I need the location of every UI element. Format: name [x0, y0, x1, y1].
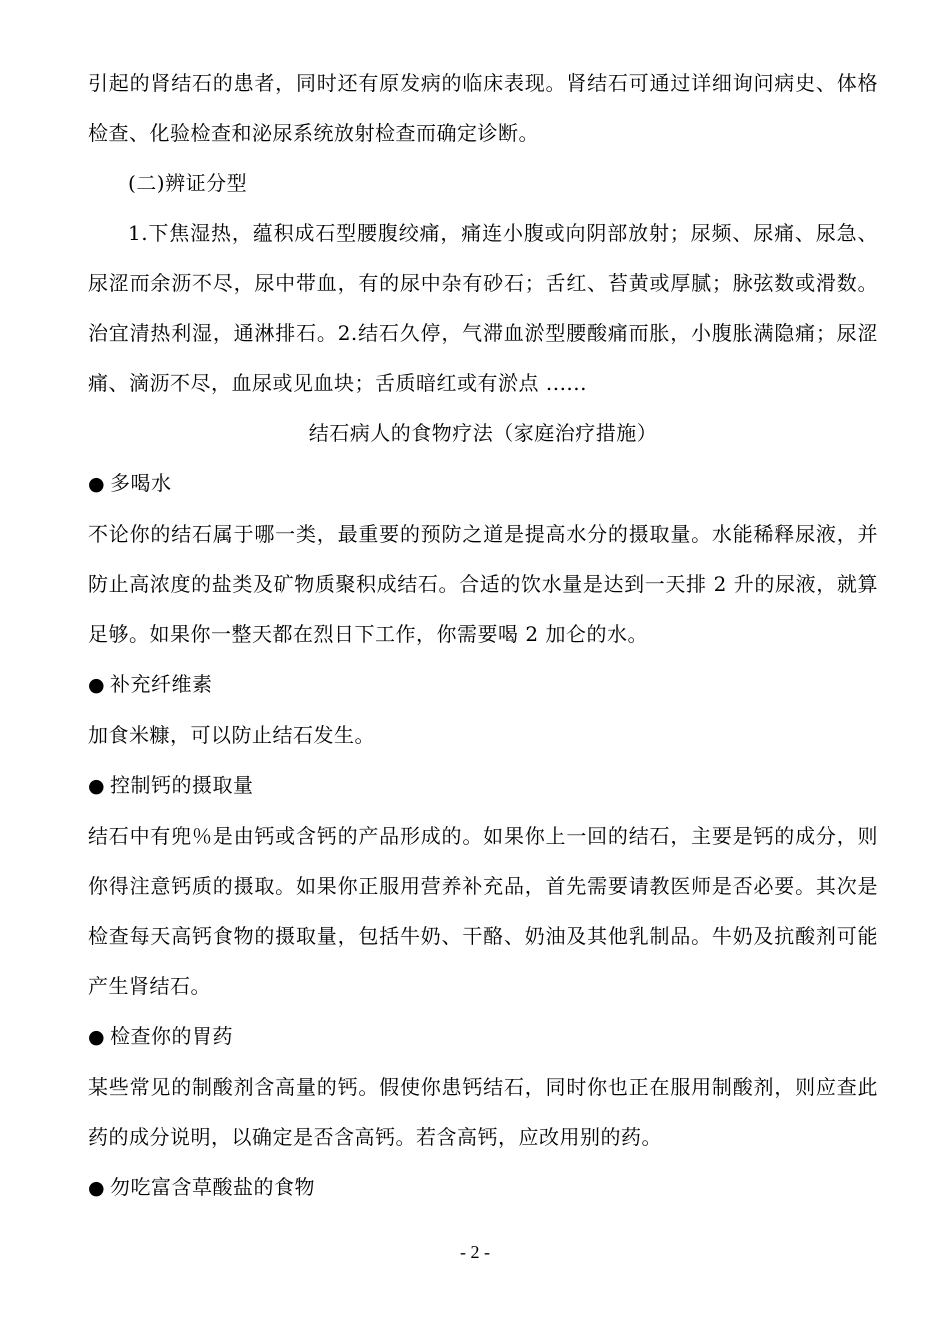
- document-body: [88, 58, 878, 1213]
- paragraph-syndrome-types: 1.下焦湿热，蕴积成石型腰腹绞痛，痛连小腹或向阴部放射；尿频、尿痛、尿急、尿涩而余沥不尽，尿中带血，有的尿中杂有砂石；舌红、苔黄或厚腻；脉弦数或滑数。治宜清热利湿，通淋排石。2.结石久停，气滞血淤型腰酸痛而胀，小腹胀满隐痛；尿涩痛、滴沥不尽，血尿或见血块；舌质暗红或有淤点 ......: [88, 221, 878, 395]
- bullet-heading-fiber: [88, 659, 878, 710]
- bullet-heading-label: 多喝水: [110, 471, 172, 495]
- heading-syndrome-types: (二)辨证分型: [128, 171, 248, 195]
- page-number: - 2 -: [460, 1242, 490, 1262]
- bullet-heading-label: 补充纤维素: [110, 672, 213, 696]
- bullet-icon: ●: [88, 1177, 106, 1199]
- bullet-heading-water: [88, 458, 878, 509]
- bullet-heading-label: 检查你的胃药: [110, 1024, 233, 1048]
- bullet-icon: ●: [88, 473, 106, 495]
- paragraph-fiber: 加食米糠，可以防止结石发生。: [88, 723, 375, 747]
- paragraph-antacid: 某些常见的制酸剂含高量的钙。假使你患钙结石，同时你也正在服用制酸剂，则应查此药的成分说明，以确定是否含高钙。若含高钙，应改用别的药。: [88, 1075, 878, 1149]
- bullet-heading-label: 控制钙的摄取量: [110, 773, 254, 797]
- bullet-icon: ●: [88, 775, 106, 797]
- bullet-icon: ●: [88, 674, 106, 696]
- bullet-heading-antacid: [88, 1011, 878, 1062]
- bullet-icon: ●: [88, 1026, 106, 1048]
- bullet-heading-calcium: [88, 760, 878, 811]
- paragraph-water: 不论你的结石属于哪一类，最重要的预防之道是提高水分的摄取量。水能稀释尿液，并防止高浓度的盐类及矿物质聚积成结石。合适的饮水量是达到一天排 2 升的尿液，就算足够。如果你一整天都在烈日下工作，你需要喝 2 加仑的水。: [88, 522, 878, 646]
- paragraph-calcium: 结石中有兜％是由钙或含钙的产品形成的。如果你上一回的结石，主要是钙的成分，则你得注意钙质的摄取。如果你正服用营养补充品，首先需要请教医师是否必要。其次是检查每天高钙食物的摄取量，包括牛奶、干酪、奶油及其他乳制品。牛奶及抗酸剂可能产生肾结石。: [88, 824, 878, 998]
- section-title: 结石病人的食物疗法（家庭治疗措施）: [308, 421, 658, 445]
- bullet-heading-label: 勿吃富含草酸盐的食物: [110, 1175, 315, 1199]
- bullet-heading-oxalate: [88, 1162, 878, 1213]
- paragraph-diagnosis: 引起的肾结石的患者，同时还有原发病的临床表现。肾结石可通过详细询问病史、体格检查、化验检查和泌尿系统放射检查而确定诊断。: [88, 71, 878, 145]
